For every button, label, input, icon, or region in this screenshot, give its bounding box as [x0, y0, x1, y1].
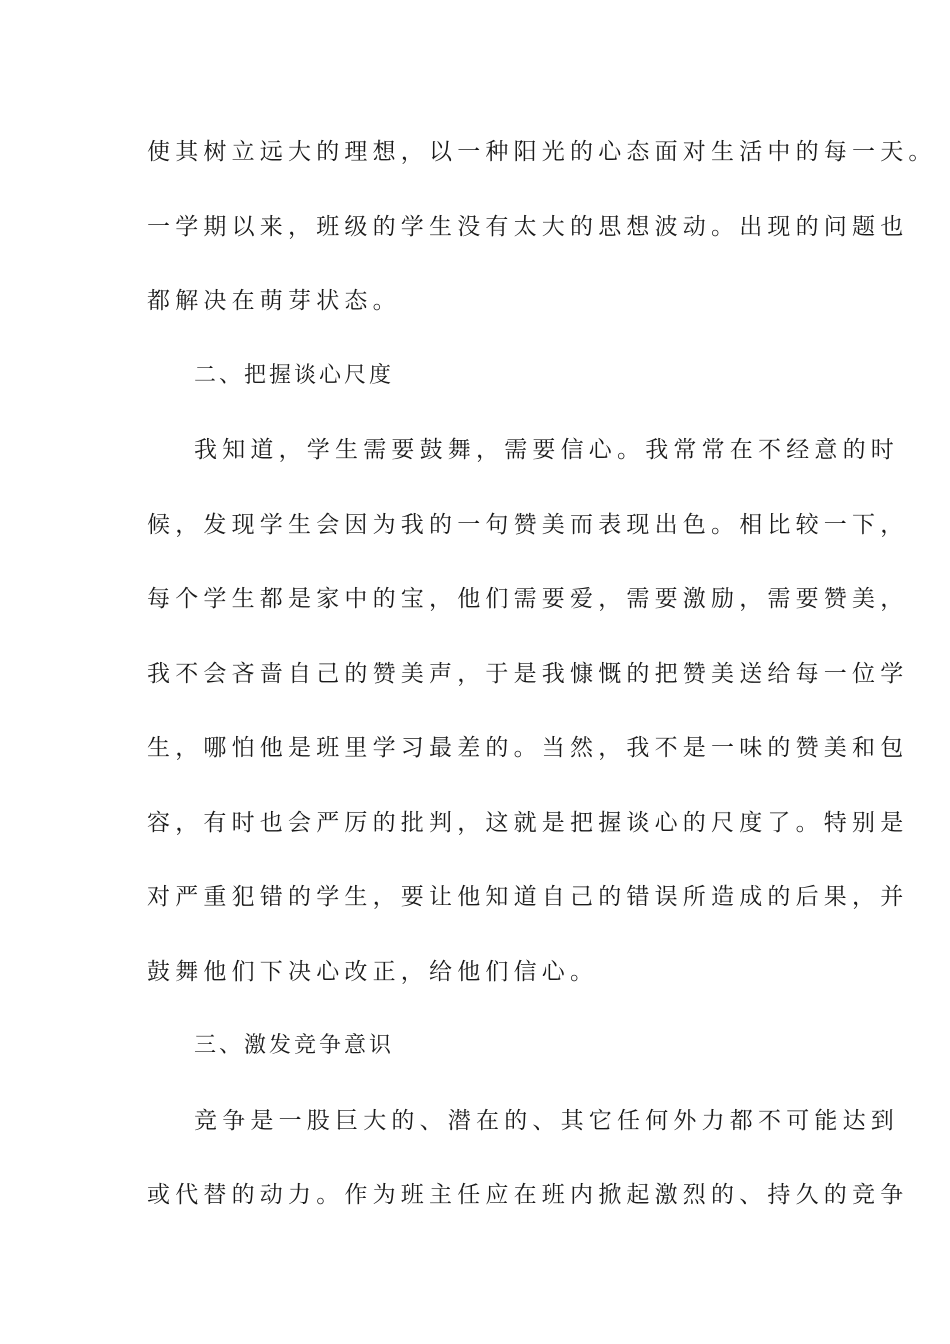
paragraph-line: 鼓舞他们下决心改正，给他们信心。: [147, 959, 599, 985]
paragraph-line: 竞争是一股巨大的、潜在的、其它任何外力都不可能达到: [194, 1108, 899, 1134]
paragraph-line: 候，发现学生会因为我的一句赞美而表现出色。相比较一下，: [147, 512, 909, 538]
paragraph-line: 一学期以来，班级的学生没有太大的思想波动。出现的问题也: [147, 214, 909, 240]
paragraph-line: 使其树立远大的理想，以一种阳光的心态面对生活中的每一天。: [147, 139, 937, 165]
paragraph-line: 或代替的动力。作为班主任应在班内掀起激烈的、持久的竞争: [147, 1182, 909, 1208]
paragraph-line: 容，有时也会严厉的批判，这就是把握谈心的尺度了。特别是: [147, 810, 909, 836]
paragraph-line: 生，哪怕他是班里学习最差的。当然，我不是一味的赞美和包: [147, 735, 909, 761]
paragraph-line: 我知道，学生需要鼓舞，需要信心。我常常在不经意的时: [194, 437, 899, 463]
paragraph-line: 我不会吝啬自己的赞美声，于是我慷慨的把赞美送给每一位学: [147, 661, 909, 687]
paragraph-line: 都解决在萌芽状态。: [147, 288, 401, 314]
section-heading: 二、把握谈心尺度: [194, 363, 395, 388]
paragraph-line: 每个学生都是家中的宝，他们需要爱，需要激励，需要赞美，: [147, 586, 909, 612]
paragraph-line: 对严重犯错的学生，要让他知道自己的错误所造成的后果，并: [147, 884, 909, 910]
section-heading: 三、激发竞争意识: [194, 1033, 395, 1058]
